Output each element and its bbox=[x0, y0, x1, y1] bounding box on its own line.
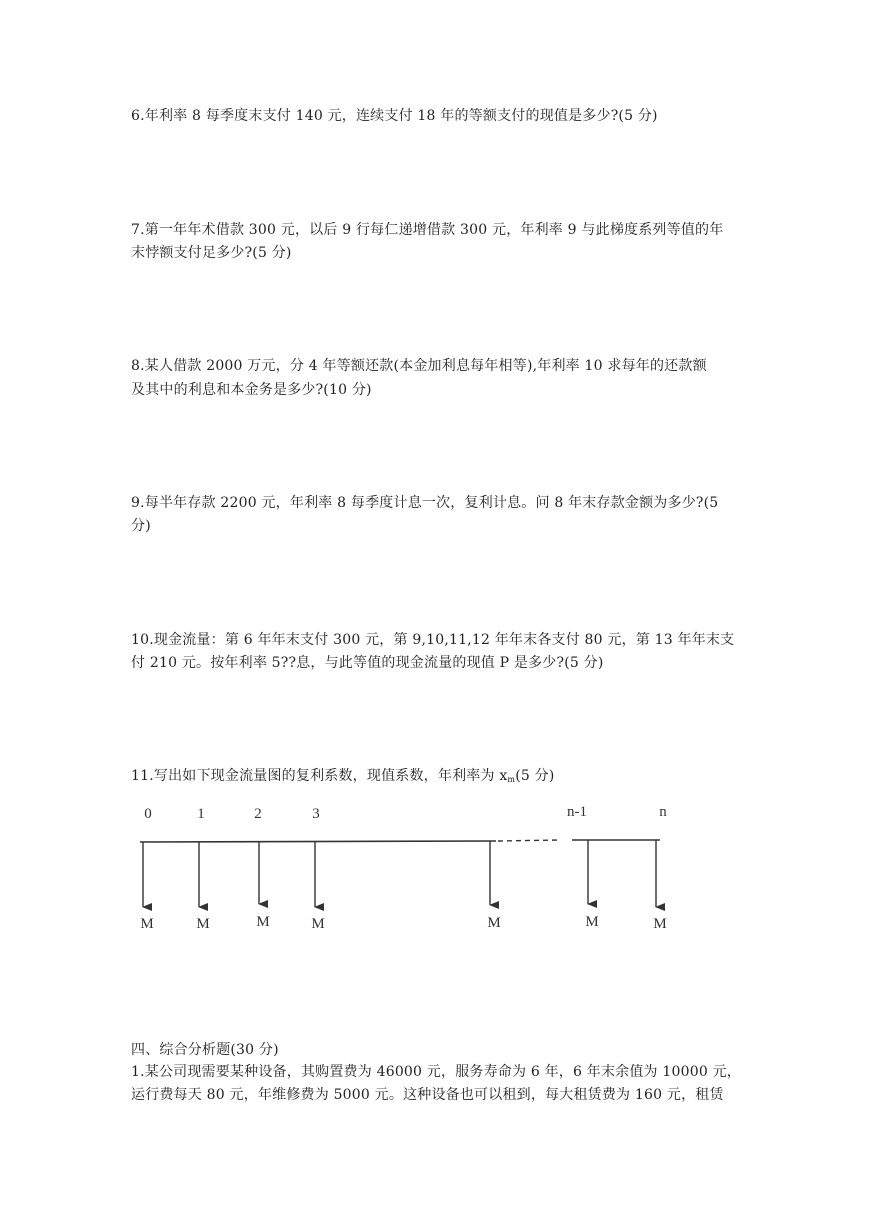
question-11-suffix: (5 分) bbox=[515, 768, 555, 784]
question-11-prefix: 11.写出如下现金流量图的复利系数，现值系数，年利率为 x bbox=[131, 768, 508, 784]
question-10-line-1: 10.现金流量：第 6 年年末支付 300 元，第 9,10,11,12 年年末各支付 80 元，第 13 年年末支 bbox=[131, 632, 735, 648]
question-7-line-2: 末悖额支付足多少?(5 分) bbox=[131, 245, 292, 261]
payment-label-n: M bbox=[653, 916, 667, 932]
question-10-line-2: 付 210 元。按年利率 5??息，与此等值的现金流量的现值 P 是多少?(5 分) bbox=[131, 655, 604, 671]
payment-label-2: M bbox=[256, 914, 270, 930]
section-4-heading: 四、综合分析题(30 分) bbox=[131, 1042, 279, 1058]
payment-label-mid: M bbox=[487, 915, 501, 931]
time-axis-left bbox=[140, 841, 496, 842]
question-7-line-1: 7.第一年年术借款 300 元，以后 9 行每仁递增借款 300 元，年利率 9 与此梯度系列等值的年 bbox=[131, 222, 724, 238]
period-label-1: 1 bbox=[197, 806, 205, 822]
period-label-2: 2 bbox=[254, 806, 262, 822]
period-label-n-minus-1: n-1 bbox=[567, 804, 587, 820]
payment-label-n-minus-1: M bbox=[585, 914, 599, 930]
payment-label-3: M bbox=[311, 916, 325, 932]
question-11-subscript: m bbox=[507, 775, 516, 784]
payment-label-1: M bbox=[196, 916, 210, 932]
payment-label-0: M bbox=[140, 916, 154, 932]
question-9-line-2: 分) bbox=[131, 518, 151, 534]
period-label-3: 3 bbox=[312, 806, 320, 822]
period-label-0: 0 bbox=[144, 806, 152, 822]
period-label-n: n bbox=[659, 804, 667, 820]
question-9-line-1: 9.每半年存款 2200 元，年利率 8 每季度计息一次，复利计息。问 8 年末存款金额为多少?(5 bbox=[131, 495, 719, 511]
question-8-line-2: 及其中的利息和本金务是多少?(10 分) bbox=[131, 382, 372, 398]
section-4-question-1-line-2: 运行费每天 80 元，年维修费为 5000 元。这种设备也可以租到，每大租赁费为 160 元，租赁 bbox=[131, 1087, 724, 1103]
question-6-line-1: 6.年利率 8 每季度末支付 140 元，连续支付 18 年的等额支付的现值是多少?(5 分) bbox=[131, 108, 658, 124]
time-axis-ellipsis bbox=[498, 840, 560, 841]
section-4-question-1-line-1: 1.某公司现需要某种设备，其购置费为 46000 元，服务寿命为 6 年，6 年末余值为 10000 元， bbox=[131, 1064, 741, 1080]
question-8-line-1: 8.某人借款 2000 万元，分 4 年等额还款(本金加利息每年相等),年利率 10 求每年的还款额 bbox=[131, 358, 707, 374]
